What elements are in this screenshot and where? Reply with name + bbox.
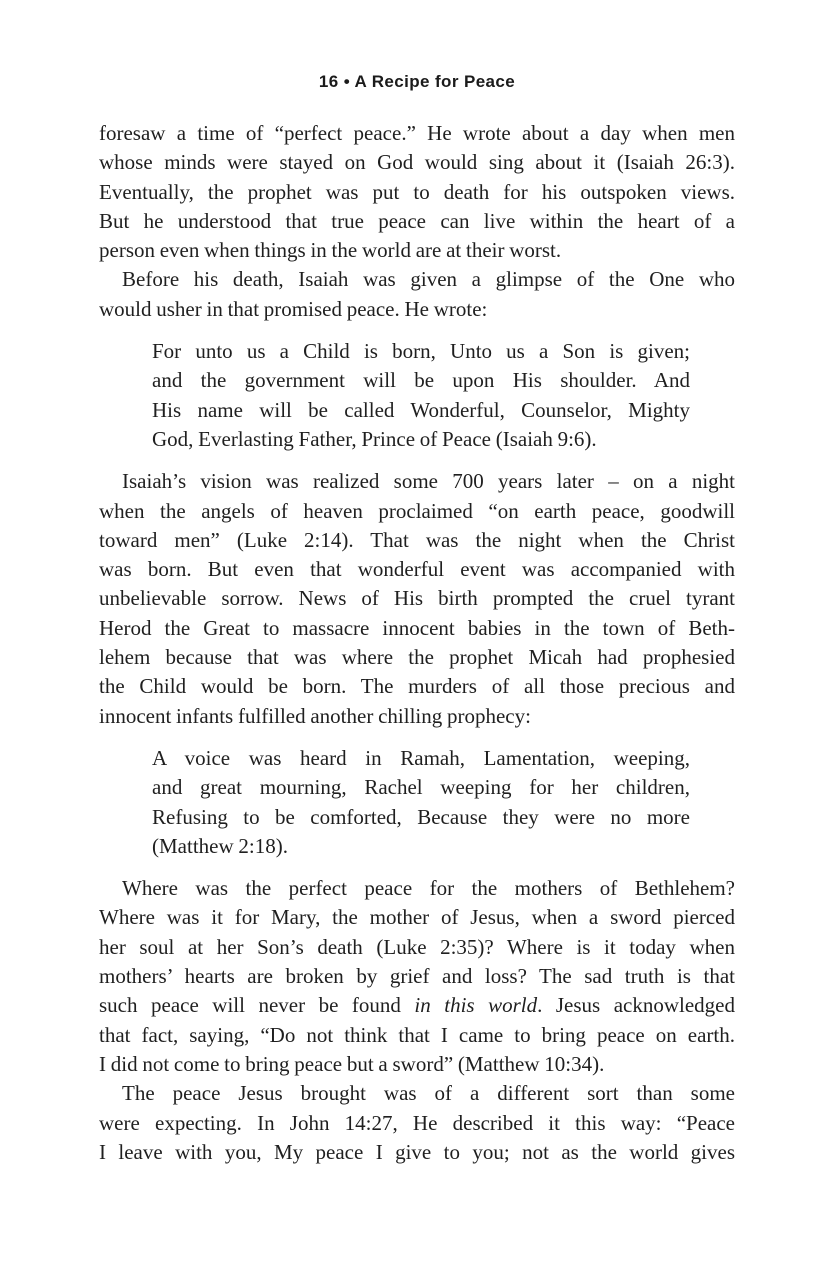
text-segment: . Jesus acknowledged [537,993,735,1018]
paragraph [99,119,735,265]
italic-text: in this world [414,993,538,1018]
paragraph [99,874,735,1079]
text-line: would usher in that promised peace. He wrote: [99,296,488,321]
text-line: God, Everlasting Father, Prince of Peace (Isaiah 9:6). [152,426,597,451]
text-line: foresaw a time of “perfect peace.” He wrote about a day when men [99,121,735,145]
text-line: (Matthew 2:18). [152,833,288,858]
text-line: toward men” (Luke 2:14). That was the night when the Christ [99,527,735,552]
text-line: whose minds were stayed on God would sing about it (Isaiah 26:3). [99,150,735,175]
scripture-quote [99,337,735,454]
text-line: mothers’ hearts are broken by grief and loss? The sad truth is that [99,964,735,989]
paragraph [99,467,735,731]
text-line: unbelievable sorrow. News of His birth prompted the cruel tyrant [99,586,735,611]
text-line: Herod the Great to massacre innocent babies in the town of Beth- [99,615,735,640]
text-line: Eventually, the prophet was put to death for his outspoken views. [99,179,735,204]
paragraph [99,265,735,324]
text-line: His name will be called Wonderful, Counselor, Mighty [152,397,690,422]
text-line: were expecting. In John 14:27, He described it this way: “Peace [99,1110,735,1135]
text-line: Isaiah’s vision was realized some 700 years later – on a night [122,469,735,494]
text-line: Where was the perfect peace for the mothers of Bethlehem? [122,876,735,901]
page-body [99,119,735,1167]
text-line: was born. But even that wonderful event was accompanied with [99,557,735,582]
text-line: and great mourning, Rachel weeping for her children, [152,775,690,800]
text-line: her soul at her Son’s death (Luke 2:35)? Where is it today when [99,934,735,959]
running-header: 16 • A Recipe for Peace [318,72,516,91]
text-line: that fact, saying, “Do not think that I came to bring peace on earth. [99,1022,735,1047]
text-line: Where was it for Mary, the mother of Jesus, when a sword pierced [99,905,735,930]
text-line: person even when things in the world are at their worst. [99,238,562,263]
paragraph [99,1079,735,1167]
text-line: lehem because that was where the prophet Micah had prophesied [99,645,735,670]
text-line: A voice was heard in Ramah, Lamentation, weeping, [152,745,690,770]
text-line: and the government will be upon His shoulder. And [152,368,690,393]
text-line [99,991,735,1020]
text-line: The peace Jesus brought was of a different sort than some [122,1081,735,1106]
text-line: Before his death, Isaiah was given a glimpse of the One who [122,267,735,292]
text-segment: such peace will never be found [99,993,415,1018]
scripture-quote [99,744,735,861]
text-line: For unto us a Child is born, Unto us a Son is given; [152,339,690,364]
text-line: But he understood that true peace can live within the heart of a [99,208,735,233]
text-line: when the angels of heaven proclaimed “on earth peace, goodwill [99,498,735,523]
text-line: Refusing to be comforted, Because they were no more [152,804,690,829]
text-line: the Child would be born. The murders of all those precious and [99,674,735,699]
text-line: I did not come to bring peace but a sword” (Matthew 10:34). [99,1051,605,1076]
text-line: innocent infants fulfilled another chilling prophecy: [99,703,531,728]
text-line: I leave with you, My peace I give to you; not as the world gives [99,1139,735,1164]
